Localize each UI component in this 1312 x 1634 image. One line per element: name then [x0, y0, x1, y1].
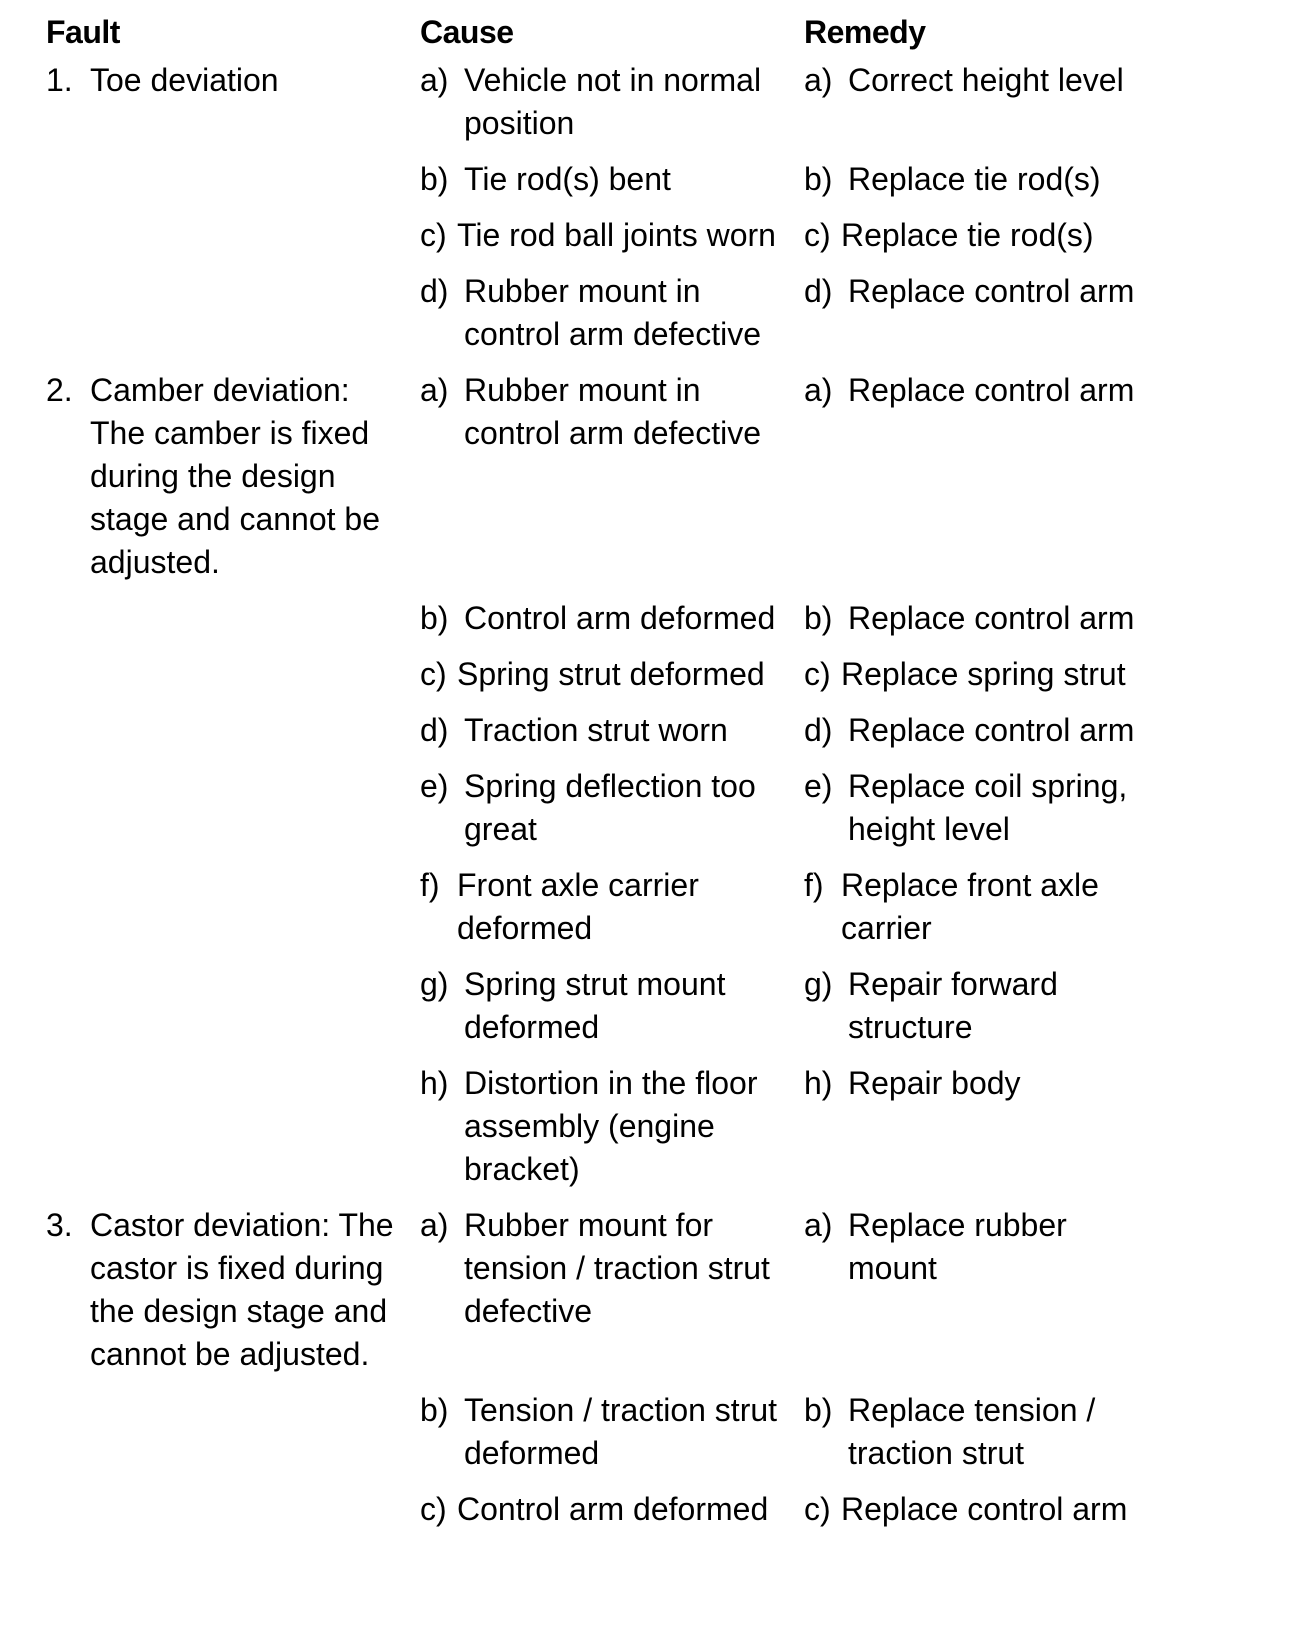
cause-text: Control arm deformed [464, 600, 776, 636]
remedy-letter: f) [804, 867, 824, 903]
cause-letter: d) [420, 273, 449, 309]
cause-text: Distortion in the floor assembly (engine bracket) [464, 1065, 758, 1187]
fault-text: Toe deviation [90, 62, 279, 98]
remedy-text: Replace spring strut [841, 656, 1126, 692]
remedy-letter: c) [804, 217, 831, 253]
remedy-text: Replace tension / traction strut [848, 1392, 1096, 1471]
table-row [46, 1204, 1296, 1376]
cause-letter: f) [420, 867, 440, 903]
remedy-text: Replace control arm [848, 712, 1135, 748]
remedy-letter: c) [804, 656, 831, 692]
fault-text: Castor deviation: The castor is fixed during the design stage and cannot be adjusted. [90, 1207, 394, 1372]
table-row [46, 864, 1296, 950]
remedy-cell [804, 1389, 1284, 1475]
remedy-letter: b) [804, 1392, 833, 1428]
cause-letter: b) [420, 600, 449, 636]
remedy-cell [804, 1062, 1284, 1105]
cause-cell [420, 864, 804, 950]
cause-text: Spring strut deformed [457, 656, 765, 692]
cause-text: Tension / traction strut deformed [464, 1392, 778, 1471]
cause-text: Rubber mount in control arm defective [464, 372, 762, 451]
cause-text: Front axle carrier deformed [457, 867, 699, 946]
cause-cell [420, 214, 804, 257]
cause-cell [420, 158, 804, 201]
table-row [46, 59, 1296, 145]
cause-text: Rubber mount in control arm defective [464, 273, 762, 352]
header-cause: Cause [420, 14, 514, 50]
remedy-text: Replace front axle carrier [841, 867, 1099, 946]
remedy-text: Replace control arm [848, 372, 1135, 408]
remedy-text: Repair body [848, 1065, 1021, 1101]
cause-text: Tie rod(s) bent [464, 161, 671, 197]
cause-cell [420, 59, 804, 145]
cause-text: Traction strut worn [464, 712, 728, 748]
remedy-cell [804, 1488, 1284, 1531]
remedy-letter: c) [804, 1491, 831, 1527]
remedy-cell [804, 653, 1284, 696]
cause-cell [420, 1488, 804, 1531]
table-row [46, 214, 1296, 257]
cause-cell [420, 1204, 804, 1333]
table-header [46, 10, 1296, 55]
fault-table [46, 10, 1296, 1531]
remedy-letter: d) [804, 273, 833, 309]
remedy-letter: d) [804, 712, 833, 748]
remedy-letter: e) [804, 768, 833, 804]
cause-letter: h) [420, 1065, 449, 1101]
cause-letter: a) [420, 372, 449, 408]
cause-cell [420, 270, 804, 356]
remedy-text: Correct height level [848, 62, 1124, 98]
table-row [46, 709, 1296, 752]
cause-letter: a) [420, 62, 449, 98]
remedy-cell [804, 270, 1284, 313]
fault-cell [46, 369, 420, 584]
cause-text: Tie rod ball joints worn [457, 217, 776, 253]
table-row [46, 270, 1296, 356]
table-row [46, 1389, 1296, 1475]
cause-cell [420, 369, 804, 455]
fault-cell [46, 1204, 420, 1376]
remedy-letter: g) [804, 966, 833, 1002]
remedy-cell [804, 963, 1284, 1049]
cause-letter: a) [420, 1207, 449, 1243]
cause-letter: c) [420, 1491, 447, 1527]
fault-number: 2. [46, 372, 73, 408]
remedy-text: Replace control arm [848, 600, 1135, 636]
remedy-letter: a) [804, 1207, 833, 1243]
table-row [46, 597, 1296, 640]
cause-text: Control arm deformed [457, 1491, 769, 1527]
cause-cell [420, 709, 804, 752]
table-row [46, 963, 1296, 1049]
cause-letter: c) [420, 217, 447, 253]
header-remedy: Remedy [804, 14, 926, 50]
remedy-text: Replace tie rod(s) [841, 217, 1094, 253]
table-row [46, 765, 1296, 851]
fault-cell [46, 59, 420, 102]
cause-letter: b) [420, 161, 449, 197]
cause-cell [420, 597, 804, 640]
remedy-text: Repair forward structure [848, 966, 1058, 1045]
cause-text: Spring strut mount deformed [464, 966, 726, 1045]
remedy-cell [804, 369, 1284, 412]
cause-text: Vehicle not in normal position [464, 62, 762, 141]
remedy-cell [804, 214, 1284, 257]
remedy-cell [804, 709, 1284, 752]
remedy-cell [804, 765, 1284, 851]
cause-cell [420, 765, 804, 851]
table-row [46, 369, 1296, 584]
table-row [46, 1062, 1296, 1191]
remedy-text: Replace control arm [848, 273, 1135, 309]
table-row [46, 1488, 1296, 1531]
remedy-cell [804, 158, 1284, 201]
fault-number: 1. [46, 62, 73, 98]
remedy-text: Replace rubber mount [848, 1207, 1067, 1286]
remedy-text: Replace control arm [841, 1491, 1128, 1527]
remedy-letter: b) [804, 600, 833, 636]
fault-number: 3. [46, 1207, 73, 1243]
cause-cell [420, 653, 804, 696]
header-fault: Fault [46, 14, 120, 50]
cause-letter: g) [420, 966, 449, 1002]
cause-cell [420, 1062, 804, 1191]
table-row [46, 158, 1296, 201]
remedy-cell [804, 597, 1284, 640]
fault-text: Camber deviation: The camber is fixed during the design stage and cannot be adjusted. [90, 372, 381, 580]
cause-cell [420, 963, 804, 1049]
cause-cell [420, 1389, 804, 1475]
remedy-letter: a) [804, 62, 833, 98]
cause-text: Rubber mount for tension / traction strut defective [464, 1207, 770, 1329]
cause-letter: c) [420, 656, 447, 692]
remedy-letter: a) [804, 372, 833, 408]
cause-letter: b) [420, 1392, 449, 1428]
table-row [46, 653, 1296, 696]
remedy-text: Replace coil spring, height level [848, 768, 1128, 847]
cause-text: Spring deflection too great [464, 768, 756, 847]
remedy-letter: h) [804, 1065, 833, 1101]
remedy-cell [804, 59, 1284, 102]
remedy-cell [804, 1204, 1284, 1290]
cause-letter: d) [420, 712, 449, 748]
remedy-cell [804, 864, 1284, 950]
remedy-text: Replace tie rod(s) [848, 161, 1101, 197]
remedy-letter: b) [804, 161, 833, 197]
cause-letter: e) [420, 768, 449, 804]
